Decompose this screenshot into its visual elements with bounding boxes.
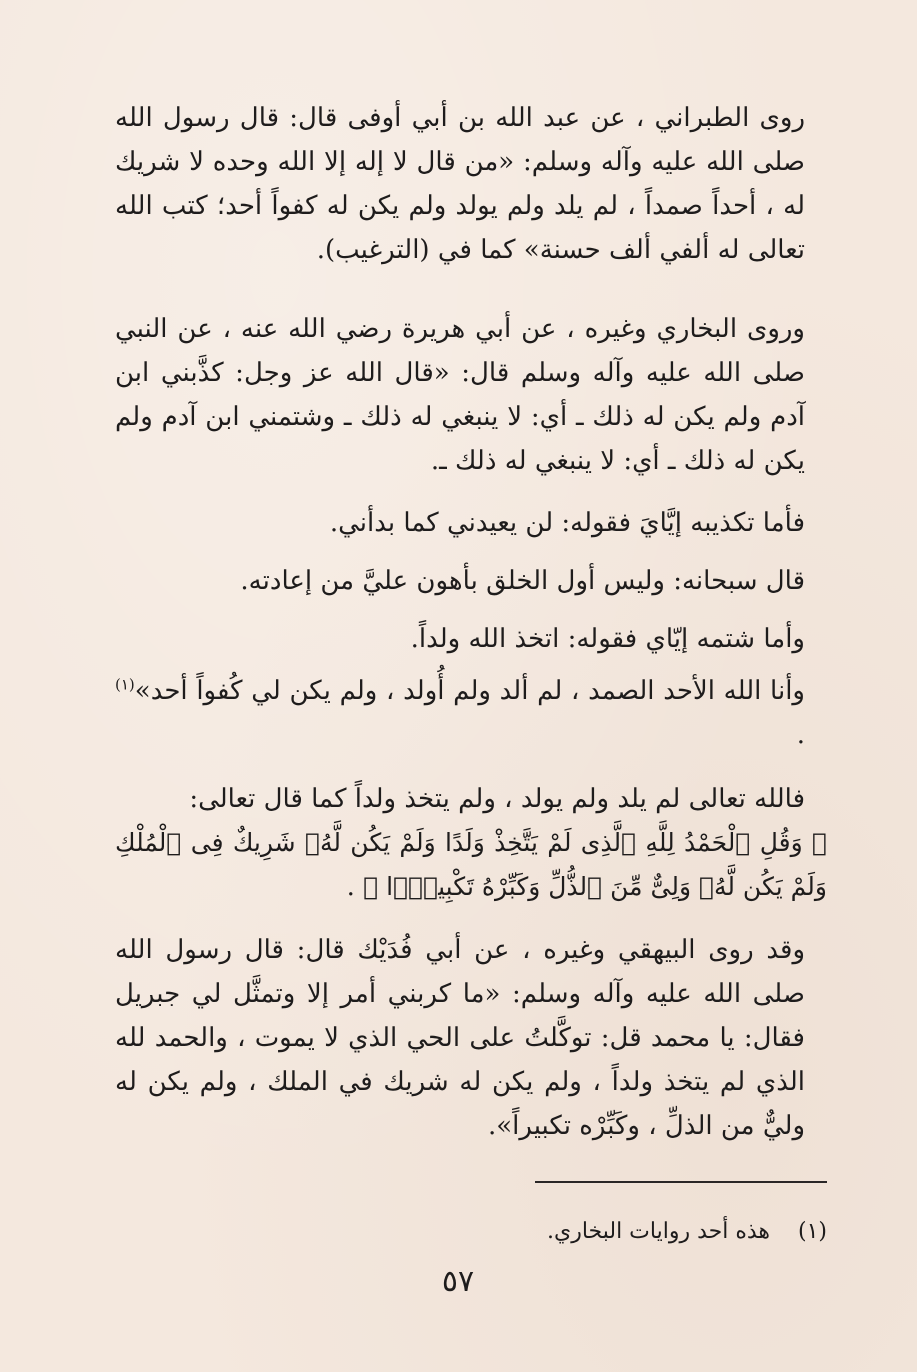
paragraph-subhanahu bbox=[115, 559, 827, 603]
quran-verse: ﴿ وَقُلِ ٱلْحَمْدُ لِلَّهِ ٱلَّذِى لَمْ يَتَّخِذْ وَلَدًا وَلَمْ يَكُن لَّهُۥ شَرِيكٌ فِى ٱلْمُلْكِ وَلَمْ يَكُن لَّهُۥ وَلِىٌّ مِّنَ ٱلذُّلِّ وَكَبِّرْهُ تَكْبِيرًۢا ﴾ bbox=[115, 828, 827, 901]
paragraph-text: روى الطبراني ، عن عبد الله بن أبي أوفى قال: قال رسول الله صلى الله عليه وآله وسلم: «من قال لا إله إلا الله وحده لا شريك له ، أحداً صمداً ، لم يلد ولم يولد ولم يكن له كفواً أحد؛ كتب الله تعالى له ألفي ألف حسنة» كما في (الترغيب). bbox=[115, 103, 805, 265]
paragraph-text: فالله تعالى لم يلد ولم يولد ، ولم يتخذ ولداً كما قال تعالى: bbox=[189, 784, 805, 814]
paragraph-tabarani bbox=[115, 96, 827, 272]
quran-tail: . bbox=[346, 872, 355, 902]
footnote-marker: (١) bbox=[115, 675, 135, 694]
paragraph-ahad-samad bbox=[115, 669, 827, 757]
paragraph-text: قال سبحانه: وليس أول الخلق بأهون عليَّ من إعادته. bbox=[240, 566, 805, 596]
paragraph-text: وأما شتمه إيّاي فقوله: اتخذ الله ولداً. bbox=[410, 624, 805, 654]
paragraph-quran bbox=[115, 777, 827, 909]
paragraph-text: وأنا الله الأحد الصمد ، لم ألد ولم أُولد ، ولم يكن لي كُفواً أحد» bbox=[134, 676, 805, 706]
paragraph-takdhib bbox=[115, 501, 827, 545]
paragraph-shatm bbox=[115, 617, 827, 661]
footnote bbox=[440, 1214, 827, 1250]
page-number: ٥٧ bbox=[441, 1264, 475, 1299]
paragraph-bayhaqi bbox=[115, 928, 827, 1148]
paragraph-tail: . bbox=[796, 720, 805, 750]
paragraph-text: فأما تكذيبه إيَّايَ فقوله: لن يعيدني كما بدأني. bbox=[329, 508, 805, 538]
quran-verse-line bbox=[115, 821, 827, 909]
footnote-number: (١) bbox=[797, 1219, 827, 1244]
paragraph-bukhari bbox=[115, 307, 827, 483]
footnote-text: هذه أحد روايات البخاري. bbox=[546, 1219, 770, 1244]
paragraph-text: وقد روى البيهقي وغيره ، عن أبي فُدَيْك قال: قال رسول الله صلى الله عليه وآله وسلم: «ما كربني أمر إلا وتمثَّل لي جبريل فقال: يا محمد قل: توكَّلتُ على الحي الذي لا يموت ، والحمد لله الذي لم يتخذ ولداً ، ولم يكن له شريك في الملك ، ولم يكن له وليٌّ من الذلِّ ، وكَبِّرْه تكبيراً». bbox=[115, 935, 806, 1141]
paragraph-text: وروى البخاري وغيره ، عن أبي هريرة رضي الله عنه ، عن النبي صلى الله عليه وآله وسلم قال: «قال الله عز وجل: كذَّبني ابن آدم ولم يكن له ذلك ـ أي: لا ينبغي له ذلك ـ وشتمني ابن آدم ولم يكن له ذلك ـ أي: لا ينبغي له ذلك ـ. bbox=[115, 314, 805, 476]
footnote-divider bbox=[535, 1181, 827, 1183]
paragraph-line bbox=[115, 669, 827, 757]
